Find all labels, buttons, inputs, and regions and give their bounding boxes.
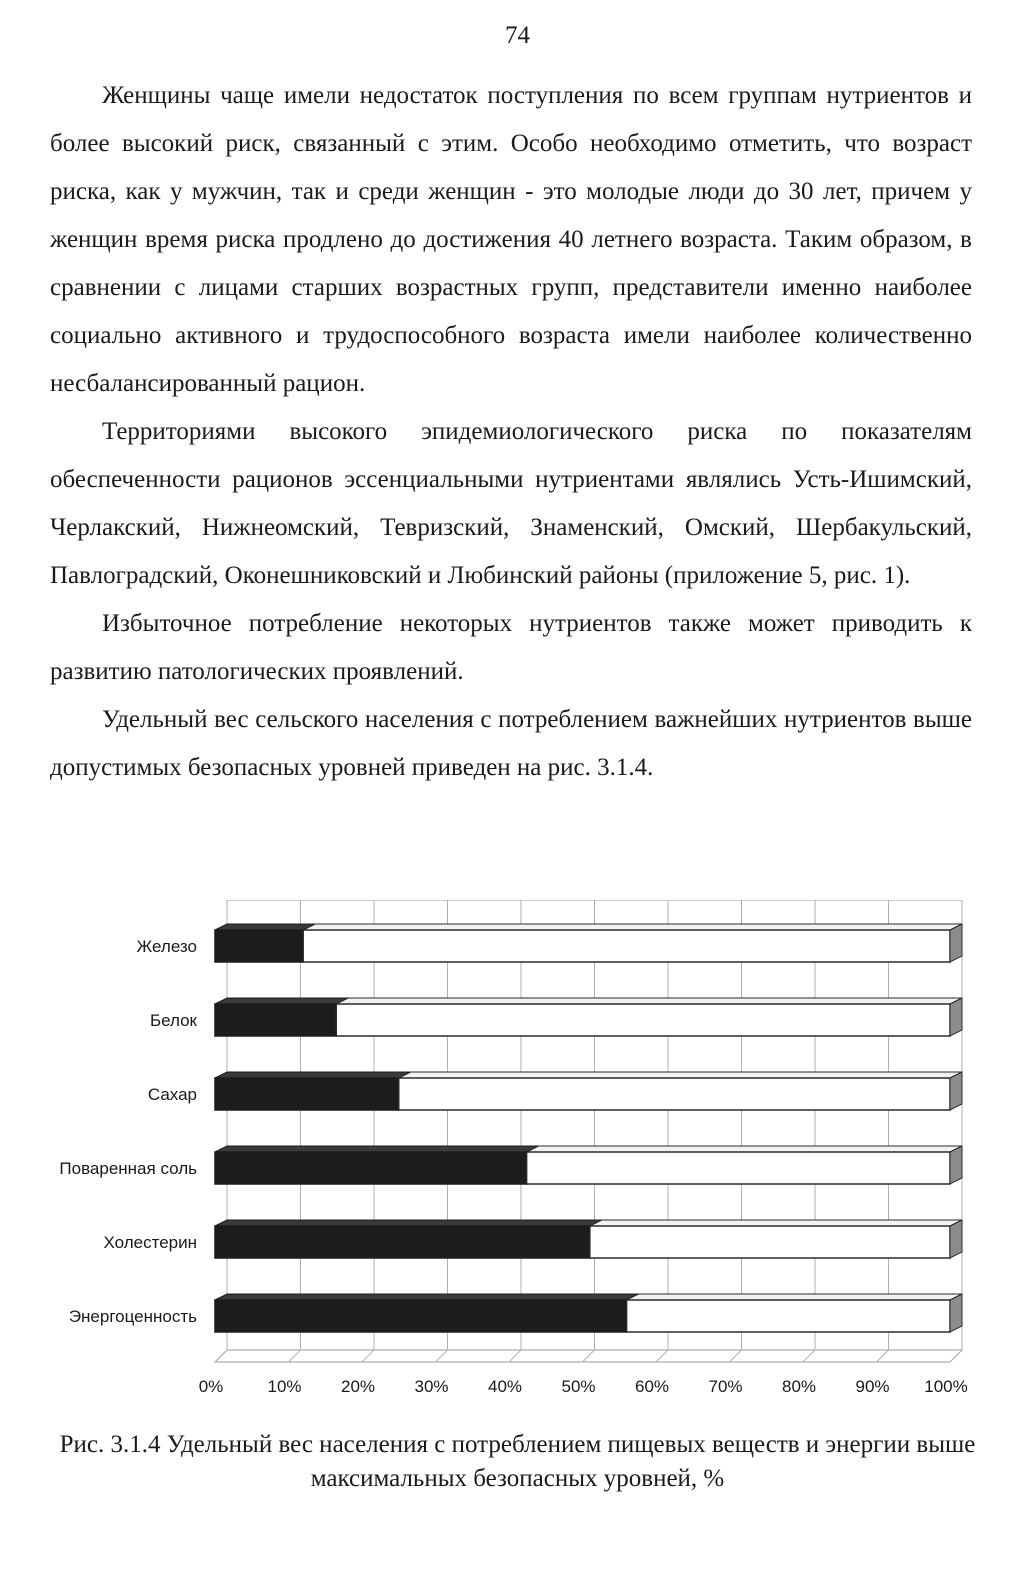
x-tick-label: 70% bbox=[708, 1377, 743, 1396]
x-tick-label: 80% bbox=[781, 1377, 817, 1396]
bar-segment bbox=[215, 930, 303, 962]
bar-top bbox=[215, 1294, 639, 1300]
bar-segment bbox=[215, 1152, 527, 1184]
figure-caption: Рис. 3.1.4 Удельный вес населения с потреблением пищевых веществ и энергии выше максимальных безопасных уровней, % bbox=[59, 1431, 976, 1492]
bar-segment bbox=[336, 1004, 950, 1036]
category-label: Холестерин bbox=[103, 1233, 197, 1252]
paragraph-4: Удельный вес сельского населения с потреблением важнейших нутриентов выше допустимых безопасных уровней приведен на рис. 3.1.4. bbox=[50, 706, 972, 781]
x-tick-label: 60% bbox=[634, 1377, 670, 1396]
x-tick-label: 40% bbox=[487, 1377, 523, 1396]
bar-segment bbox=[527, 1152, 950, 1184]
bar-end bbox=[950, 924, 962, 962]
bar-segment bbox=[215, 1226, 590, 1258]
bar-end bbox=[950, 1072, 962, 1110]
bar-end bbox=[950, 1220, 962, 1258]
bar-end bbox=[950, 998, 962, 1036]
x-tick-label: 50% bbox=[561, 1377, 596, 1396]
x-tick-label: 10% bbox=[267, 1377, 302, 1396]
body-text bbox=[50, 72, 972, 792]
x-tick-label: 100% bbox=[924, 1377, 968, 1396]
bar-end bbox=[950, 1294, 962, 1332]
bar-segment bbox=[399, 1078, 950, 1110]
bar-segment bbox=[303, 930, 950, 962]
bar-segment bbox=[215, 1004, 336, 1036]
bar-top bbox=[303, 924, 962, 930]
page-number: 74 bbox=[505, 22, 530, 49]
bar-segment bbox=[627, 1300, 950, 1332]
category-label: Сахар bbox=[147, 1085, 197, 1104]
bar-segment bbox=[590, 1226, 950, 1258]
bar-top bbox=[399, 1072, 962, 1078]
bar-top bbox=[336, 998, 962, 1004]
x-tick-label: 30% bbox=[414, 1377, 449, 1396]
bar-segment bbox=[215, 1300, 627, 1332]
bar-top bbox=[215, 1146, 539, 1152]
x-tick-label: 90% bbox=[855, 1377, 890, 1396]
bar-top bbox=[215, 924, 315, 930]
bar-top bbox=[527, 1146, 962, 1152]
bar-top bbox=[627, 1294, 962, 1300]
bar-top bbox=[590, 1220, 962, 1226]
bar-top bbox=[215, 998, 348, 1004]
bar-end bbox=[950, 1146, 962, 1184]
bar-segment bbox=[215, 1078, 399, 1110]
bar-top bbox=[215, 1220, 602, 1226]
category-label: Поваренная соль bbox=[59, 1159, 197, 1178]
category-label: Белок bbox=[149, 1011, 197, 1030]
bar-top bbox=[215, 1072, 411, 1078]
stacked-bar-chart bbox=[30, 900, 990, 1405]
paragraph-3: Избыточное потребление некоторых нутриентов также может приводить к развитию патологических проявлений. bbox=[50, 610, 972, 685]
paragraph-1: Женщины чаще имели недостаток поступления по всем группам нутриентов и более высокий риск, связанный с этим. Особо необходимо отметить, что возраст риска, как у мужчин, так и среди женщин - это молодые люди до 30 лет, причем у женщин время риска продлено до достижения 40 летнего возраста. Таким образом, в сравнении с лицами старших возрастных групп, представители именно наиболее социально активного и трудоспособного возраста имели наиболее количественно несбалансированный рацион. bbox=[50, 82, 972, 397]
x-tick-label: 20% bbox=[340, 1377, 376, 1396]
category-label: Железо bbox=[136, 937, 197, 956]
paragraph-2: Территориями высокого эпидемиологического риска по показателям обеспеченности рационов эссенциальными нутриентами являлись Усть-Ишимский, Черлакский, Нижнеомский, Тевризский, Знаменский, Омский, Шербакульский, Павлоградский, Оконешниковский и Любинский районы (приложение 5, рис. 1). bbox=[50, 418, 972, 589]
x-tick-label: 0% bbox=[198, 1377, 224, 1396]
category-label: Энергоценность bbox=[68, 1307, 197, 1326]
